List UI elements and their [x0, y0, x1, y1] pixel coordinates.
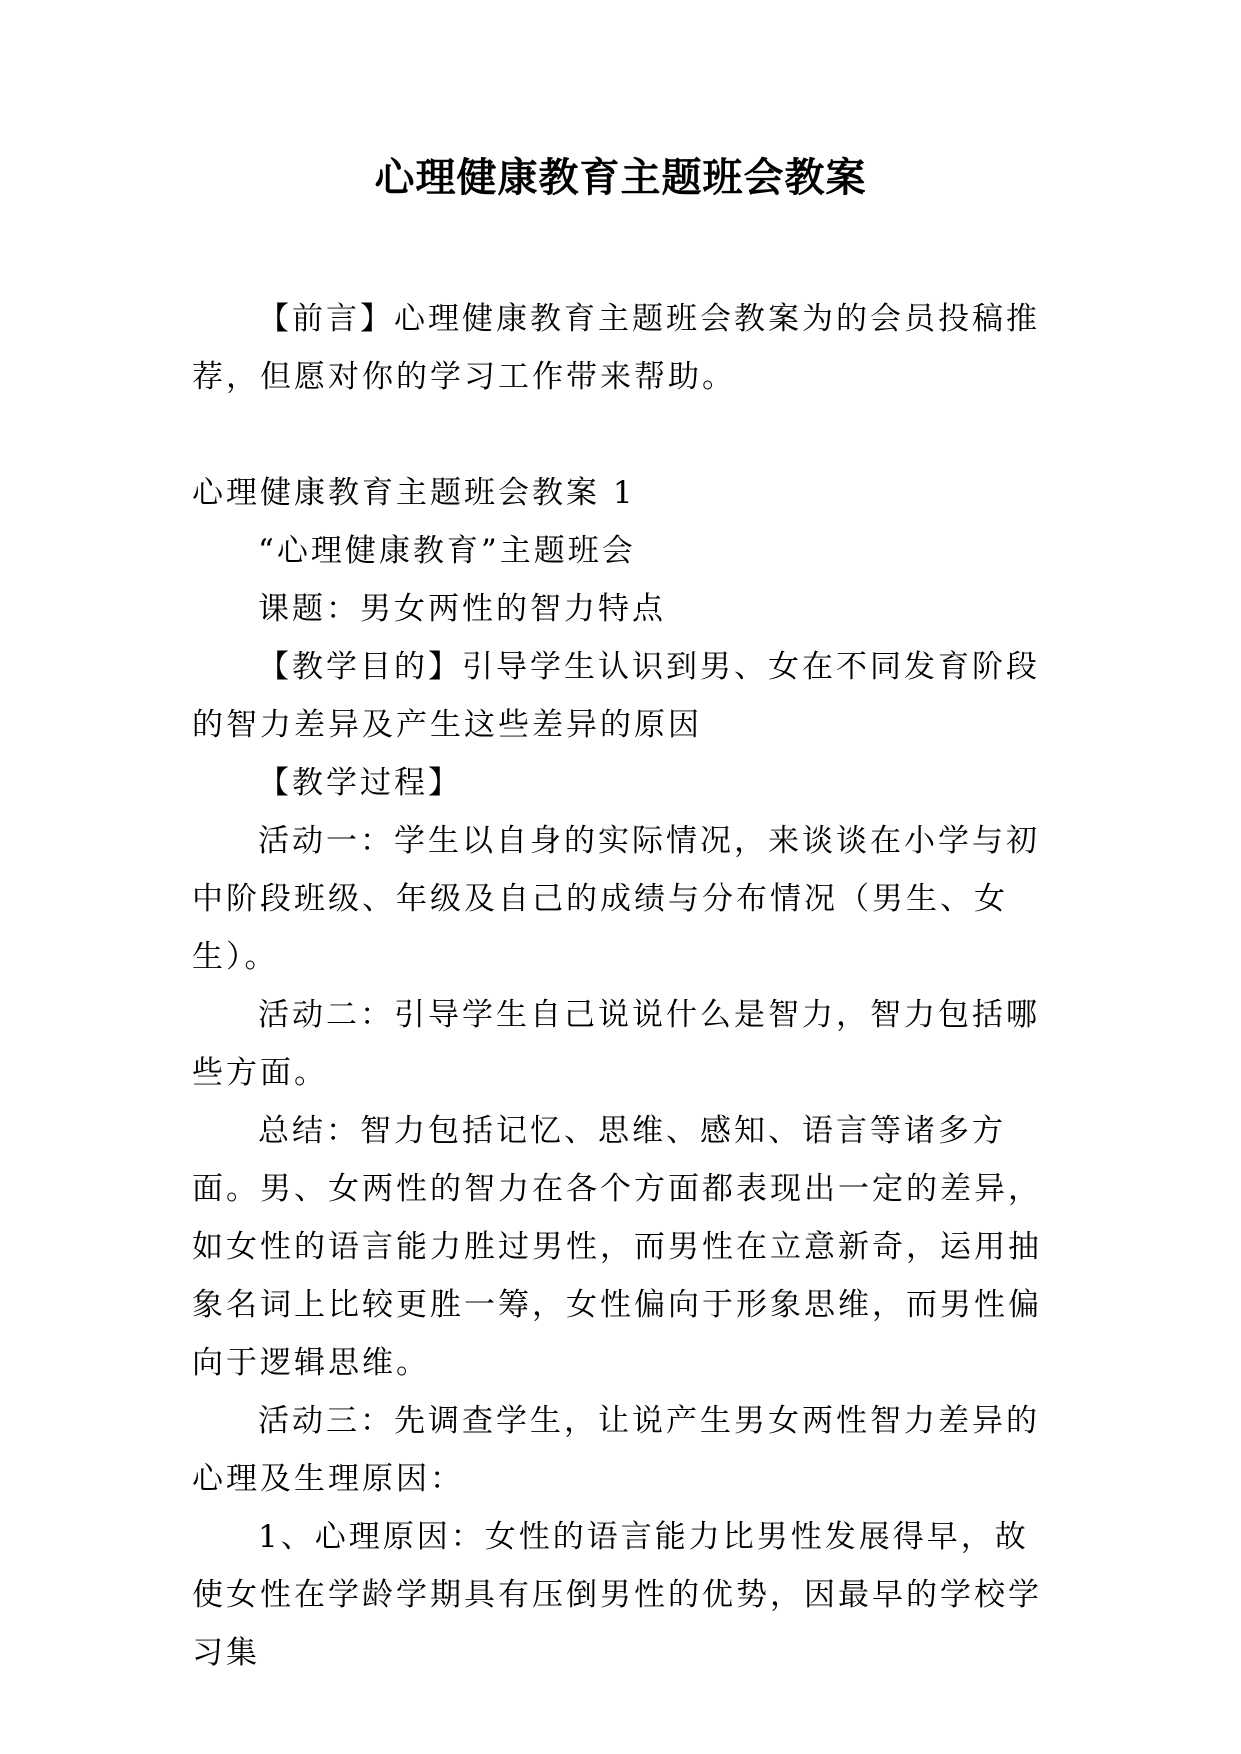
- activity-one-paragraph: 活动一：学生以自身的实际情况，来谈谈在小学与初中阶段班级、年级及自己的成绩与分布情况（男生、女生）。: [192, 823, 1040, 975]
- preface-paragraph: 【前言】心理健康教育主题班会教案为的会员投稿推荐，但愿对你的学习工作带来帮助。: [192, 301, 1040, 395]
- objective-paragraph: 【教学目的】引导学生认识到男、女在不同发育阶段的智力差异及产生这些差异的原因: [192, 649, 1040, 743]
- activity-two-paragraph: 活动二：引导学生自己说说什么是智力，智力包括哪些方面。: [192, 997, 1040, 1091]
- summary-paragraph: 总结：智力包括记忆、思维、感知、语言等诸多方面。男、女两性的智力在各个方面都表现出一定的差异，如女性的语言能力胜过男性，而男性在立意新奇，运用抽象名词上比较更胜一筹，女性偏向于形象思维，而男性偏向于逻辑思维。: [192, 1113, 1042, 1381]
- activity-three-paragraph: 活动三：先调查学生，让说产生男女两性智力差异的心理及生理原因：: [192, 1403, 1040, 1497]
- topic-paragraph: 课题：男女两性的智力特点: [258, 591, 666, 627]
- section-heading: 心理健康教育主题班会教案 1: [192, 475, 636, 511]
- process-heading: 【教学过程】: [258, 765, 462, 801]
- document-title: 心理健康教育主题班会教案: [374, 155, 867, 201]
- document-body: [192, 290, 1062, 1682]
- subtitle-paragraph: “心理健康教育”主题班会: [258, 533, 636, 569]
- psychological-reason-paragraph: 1、心理原因：女性的语言能力比男性发展得早，故使女性在学龄学期具有压倒男性的优势，因最早的学校学习集: [192, 1519, 1042, 1671]
- paragraph-gap: [192, 406, 1062, 464]
